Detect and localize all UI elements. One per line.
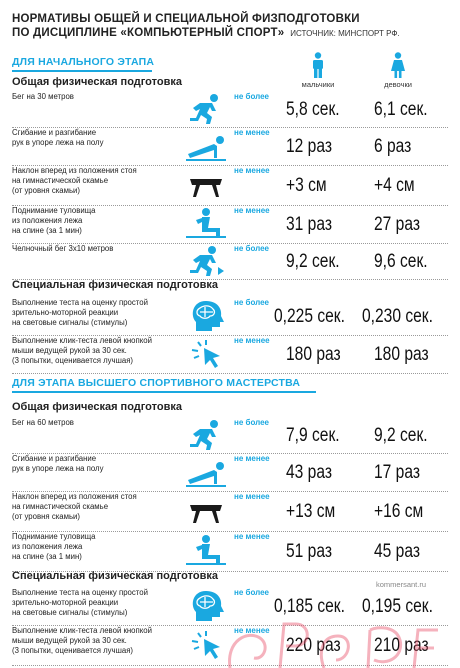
boys-value: 12 раз	[286, 136, 332, 157]
boys-value: 0,185 сек.	[274, 596, 345, 617]
boys-label: мальчики	[301, 80, 335, 89]
norm-row	[12, 244, 448, 280]
boys-value: 7,9 сек.	[286, 425, 340, 446]
norm-label: Челночный бег 3х10 метров	[12, 244, 114, 253]
girls-value: +4 см	[374, 175, 415, 196]
norm-row	[12, 492, 448, 532]
norm-label: Выполнение клик-теста левой кнопкой мыши ведущей рукой за 30 сек. (3 попытки, оценивается лучшая)	[12, 626, 152, 655]
condition-label: не менее	[234, 336, 270, 345]
girls-value: 180 раз	[374, 344, 429, 365]
pushup-icon	[186, 456, 228, 490]
girls-value: 27 раз	[374, 214, 420, 235]
norm-row	[12, 298, 448, 336]
stage2-title: ДЛЯ ЭТАПА ВЫСШЕГО СПОРТИВНОГО МАСТЕРСТВА	[12, 377, 301, 389]
norm-label: Поднимание туловища из положения лежа на спине (за 1 мин)	[12, 206, 96, 235]
stage1-underline	[12, 70, 152, 72]
title-line-1: НОРМАТИВЫ ОБЩЕЙ И СПЕЦИАЛЬНОЙ ФИЗПОДГОТОВКИ	[12, 13, 360, 25]
norm-label: Наклон вперед из положения стоя на гимнастической скамье (от уровня скамьи)	[12, 492, 137, 521]
condition-label: не менее	[234, 128, 270, 137]
running-icon	[186, 419, 228, 453]
girls-value: 9,6 сек.	[374, 251, 428, 272]
condition-label: не менее	[234, 626, 270, 635]
girls-label: девочки	[384, 80, 412, 89]
stage1-title: ДЛЯ НАЧАЛЬНОГО ЭТАПА	[12, 56, 155, 68]
condition-label: не более	[234, 244, 270, 253]
source-note: ИСТОЧНИК: МИНСПОРТ РФ.	[290, 29, 400, 38]
girls-value: 210 раз	[374, 635, 429, 656]
norm-label: Сгибание и разгибание рук в упоре лежа на полу	[12, 128, 104, 147]
boys-value: +13 см	[286, 501, 336, 522]
stage2-underline	[12, 391, 316, 393]
title-line-2: ПО ДИСЦИПЛИНЕ «КОМПЬЮТЕРНЫЙ СПОРТ»	[12, 27, 285, 39]
boy-icon	[310, 52, 326, 78]
credit: kommersant.ru	[376, 580, 427, 589]
bench-icon	[186, 495, 228, 529]
girls-value: 0,230 сек.	[362, 306, 433, 327]
boys-column-header	[290, 52, 346, 89]
girls-value: +16 см	[374, 501, 424, 522]
condition-label: не более	[234, 588, 270, 597]
norm-label: Выполнение клик-теста левой кнопкой мыши ведущей рукой за 30 сек. (3 попытки, оценивается лучшая)	[12, 336, 152, 365]
stage1-general-title: Общая физическая подготовка	[12, 76, 182, 88]
girls-value: 6 раз	[374, 136, 412, 157]
condition-label: не более	[234, 92, 270, 101]
girls-value: 9,2 сек.	[374, 425, 428, 446]
girls-value: 6,1 сек.	[374, 99, 428, 120]
stage2-special-title: Специальная физическая подготовка	[12, 570, 218, 582]
brain-head-icon	[186, 300, 228, 334]
boys-value: 180 раз	[286, 344, 341, 365]
situp-icon	[186, 208, 228, 242]
condition-label: не менее	[234, 532, 270, 541]
norm-label: Выполнение теста на оценку простой зрительно-моторной реакции на световые сигналы (стимулы)	[12, 298, 148, 327]
norm-label: Бег на 30 метров	[12, 92, 74, 101]
norm-label: Выполнение теста на оценку простой зрительно-моторной реакции на световые сигналы (стимулы)	[12, 588, 148, 617]
girls-value: 45 раз	[374, 541, 420, 562]
girls-value: 17 раз	[374, 462, 420, 483]
norm-label: Сгибание и разгибание рук в упоре лежа на полу	[12, 454, 104, 473]
boys-value: 5,8 сек.	[286, 99, 340, 120]
pushup-icon	[186, 130, 228, 164]
boys-value: 51 раз	[286, 541, 332, 562]
norm-label: Наклон вперед из положения стоя на гимнастической скамье (от уровня скамьи)	[12, 166, 137, 195]
stage2-general-title: Общая физическая подготовка	[12, 401, 182, 413]
boys-value: 0,225 сек.	[274, 306, 345, 327]
norm-row	[12, 336, 448, 374]
condition-label: не менее	[234, 166, 270, 175]
norm-label: Поднимание туловища из положения лежа на спине (за 1 мин)	[12, 532, 96, 561]
norm-row	[12, 166, 448, 206]
boys-value: 31 раз	[286, 214, 332, 235]
norm-label: Бег на 60 метров	[12, 418, 74, 427]
cursor-click-icon	[186, 338, 228, 372]
boys-value: 43 раз	[286, 462, 332, 483]
boys-value: 220 раз	[286, 635, 341, 656]
boys-value: +3 см	[286, 175, 327, 196]
norm-row	[12, 128, 448, 166]
situp-icon	[186, 535, 228, 569]
condition-label: не менее	[234, 454, 270, 463]
shuttle-run-icon	[186, 245, 228, 279]
watermark-icon	[200, 600, 460, 668]
running-icon	[186, 93, 228, 127]
norm-row	[12, 532, 448, 572]
infographic-title	[12, 12, 452, 41]
stage1-special-title: Специальная физическая подготовка	[12, 279, 218, 291]
condition-label: не более	[234, 418, 270, 427]
condition-label: не более	[234, 298, 270, 307]
norm-row	[12, 92, 448, 128]
norm-row	[12, 454, 448, 492]
norm-row	[12, 418, 448, 454]
condition-label: не менее	[234, 492, 270, 501]
bench-icon	[186, 169, 228, 203]
girl-icon	[389, 52, 407, 78]
girls-value: 0,195 сек.	[362, 596, 433, 617]
boys-value: 9,2 сек.	[286, 251, 340, 272]
norm-row	[12, 206, 448, 244]
row-separator	[12, 373, 448, 374]
girls-column-header	[370, 52, 426, 89]
condition-label: не менее	[234, 206, 270, 215]
